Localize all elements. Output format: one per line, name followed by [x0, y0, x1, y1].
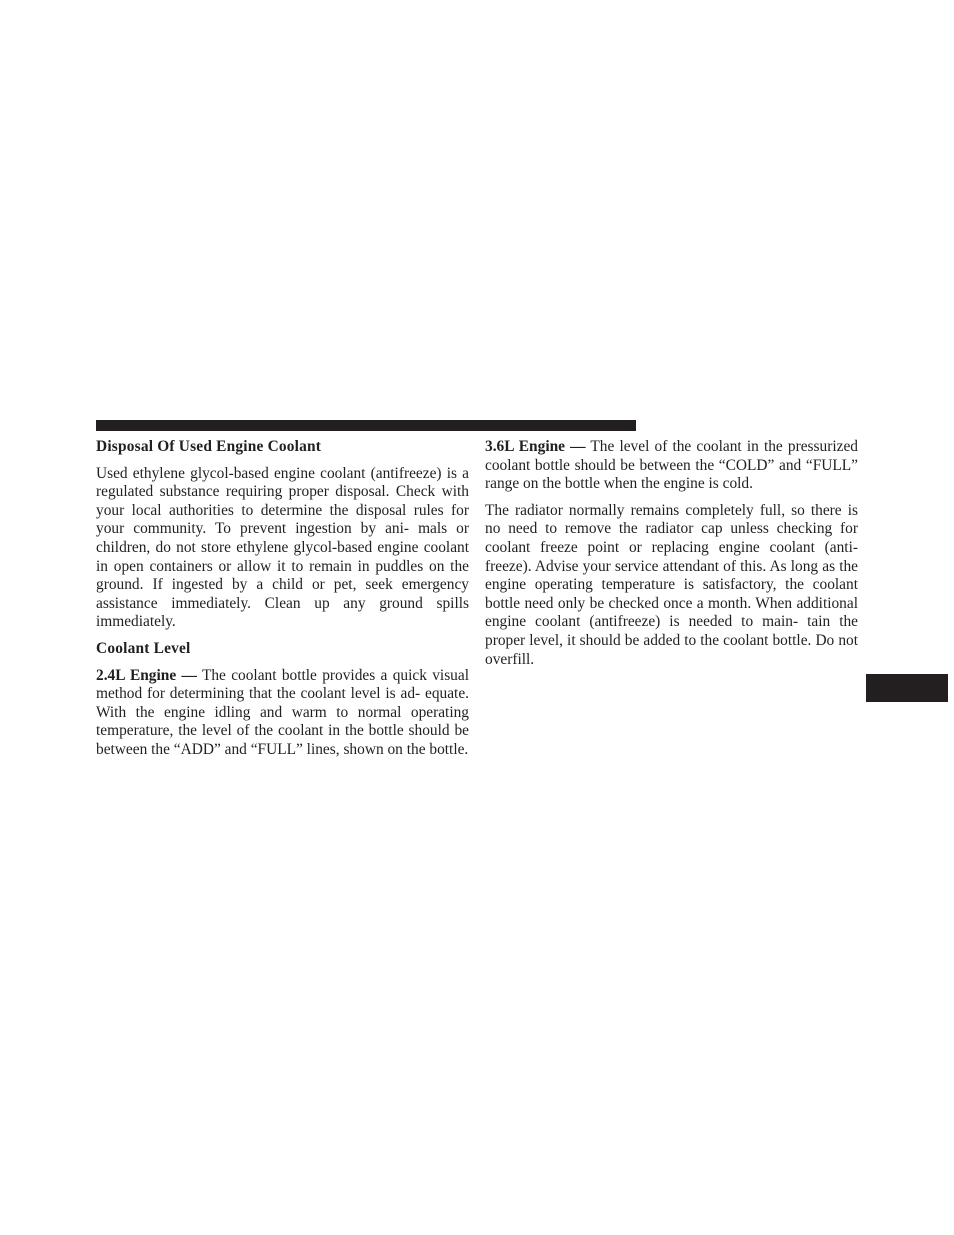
section-thumb-tab	[866, 674, 948, 702]
engine-24-lead: 2.4L Engine —	[96, 666, 197, 684]
section-top-rule	[96, 420, 636, 431]
left-column	[96, 438, 469, 768]
engine-36-paragraph	[485, 438, 858, 494]
engine-36-text: The level of the coolant in the pressurized coolant bottle should be between the “COLD” and “FULL” range on the bottle when the engine is cold.	[485, 438, 858, 493]
engine-24-paragraph	[96, 667, 469, 760]
right-column	[485, 438, 858, 677]
disposal-paragraph: Used ethylene glycol-based engine coolant (antifreeze) is a regulated substance requiring proper disposal. Check with your local authorities to determine the disposal rules for your community. To prevent ingestion by ani- mals or children, do not store ethylene glycol-based engine coolant in open containers or allow it to remain in puddles on the ground. If ingested by a child or pet, seek emergency assistance immediately. Clean up any ground spills immediately.	[96, 464, 469, 631]
coolant-level-heading: Coolant Level	[96, 639, 191, 657]
radiator-paragraph: The radiator normally remains completely full, so there is no need to remove the radiator cap unless checking for coolant freeze point or replacing engine coolant (anti- freeze). Advise your service attendant of this. As long as the engine operating temperature is satisfactory, the coolant bottle need only be checked once a month. When additional engine coolant (antifreeze) is needed to main- tain the proper level, it should be added to the coolant bottle. Do not overfill.	[485, 501, 858, 668]
engine-36-lead: 3.6L Engine —	[485, 438, 586, 455]
engine-24-text: The coolant bottle provides a quick visual method for determining that the coolant level is ad- equate. With the engine idling and warm to normal operating temperature, the level of the coolant in the bottle should be between the “ADD” and “FULL” lines, shown on the bottle.	[96, 666, 469, 758]
disposal-heading: Disposal Of Used Engine Coolant	[96, 438, 322, 455]
